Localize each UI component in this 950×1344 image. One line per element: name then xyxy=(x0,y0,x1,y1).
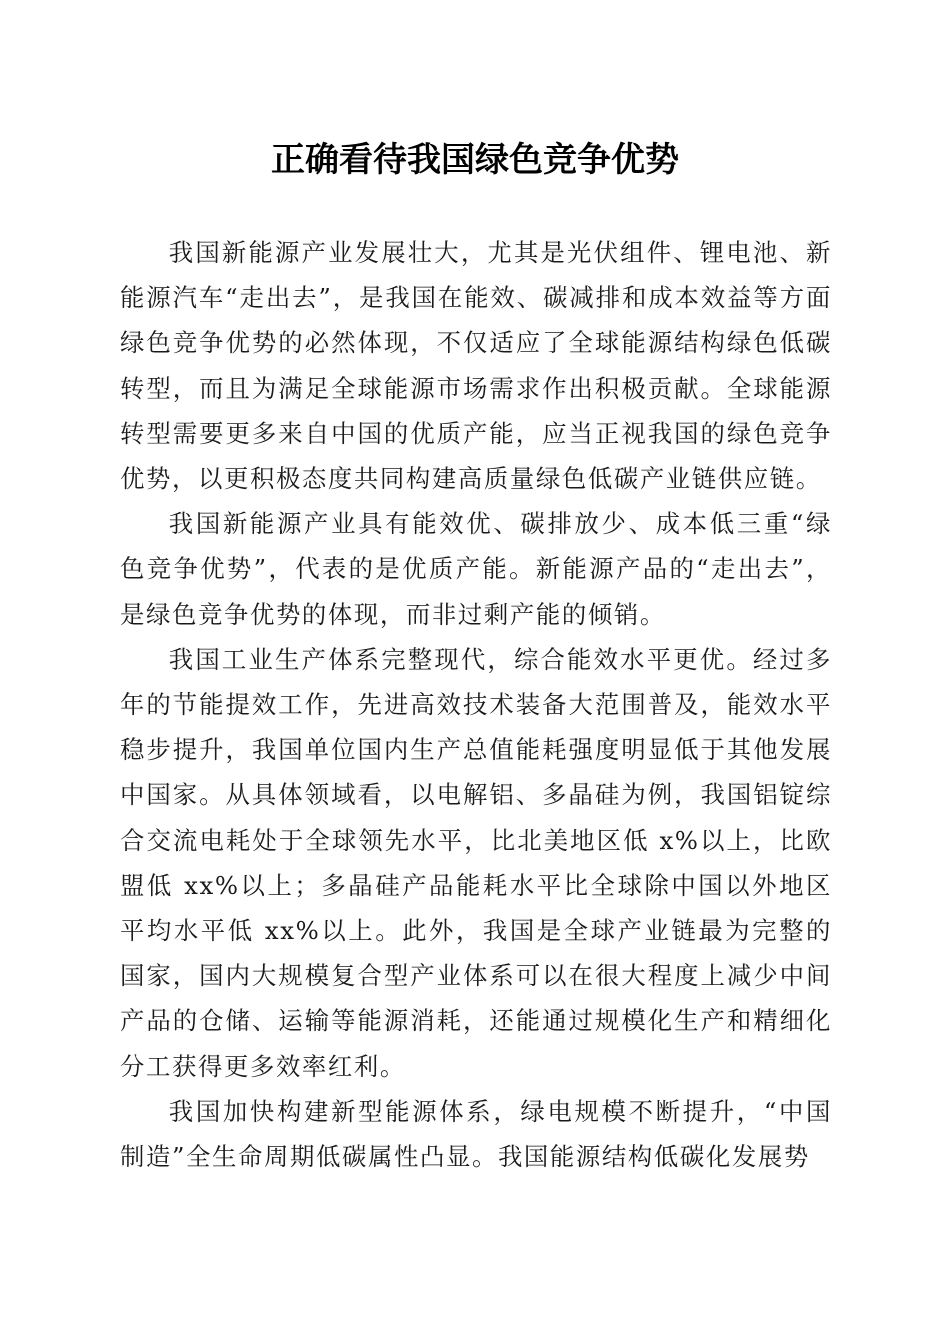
paragraph: 我国新能源产业具有能效优、碳排放少、成本低三重“绿色竞争优势”，代表的是优质产能。新能源产品的“走出去”，是绿色竞争优势的体现，而非过剩产能的倾销。 xyxy=(120,509,832,629)
document-title: 正确看待我国绿色竞争优势 xyxy=(271,140,679,180)
paragraph: 我国加快构建新型能源体系，绿电规模不断提升，“中国制造”全生命周期低碳属性凸显。我国能源结构低碳化发展势 xyxy=(120,1096,832,1172)
paragraph: 我国工业生产体系完整现代，综合能效水平更优。经过多年的节能提效工作，先进高效技术装备大范围普及，能效水平稳步提升，我国单位国内生产总值能耗强度明显低于其他发展中国家。从具体领域看，以电解铝、多晶硅为例，我国铝锭综合交流电耗处于全球领先水平，比北美地区低 x%以上，比欧盟低 xx%以上；多晶硅产品能耗水平比全球除中国以外地区平均水平低 xx%以上。此外，我国是全球产业链最为完整的国家，国内大规模复合型产业体系可以在很大程度上减少中间产品的仓储、运输等能源消耗，还能通过规模化生产和精细化分工获得更多效率红利。 xyxy=(120,644,832,1081)
paragraph: 我国新能源产业发展壮大，尤其是光伏组件、锂电池、新能源汽车“走出去”，是我国在能效、碳减排和成本效益等方面绿色竞争优势的必然体现，不仅适应了全球能源结构绿色低碳转型，而且为满足全球能源市场需求作出积极贡献。全球能源转型需要更多来自中国的优质产能，应当正视我国的绿色竞争优势，以更积极态度共同构建高质量绿色低碳产业链供应链。 xyxy=(120,238,832,494)
document-body xyxy=(120,230,832,1179)
